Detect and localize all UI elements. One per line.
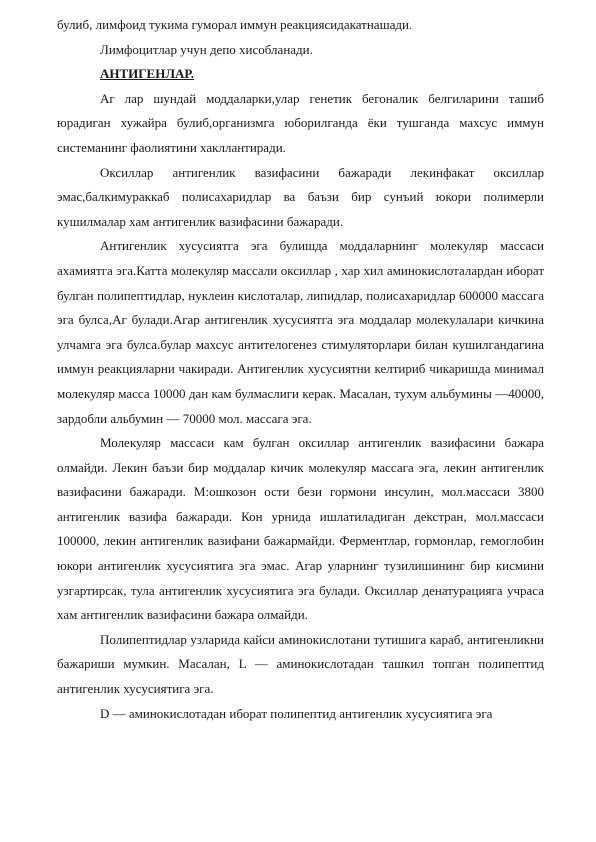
paragraph-antigen-definition: Аг лар шундай моддаларки,улар генетик бегоналик белгиларини ташиб юрадиган хужайра булиб,организмга юборилганда ёки тушганда махсус иммун системанинг фаолиятини хакллантиради. bbox=[57, 90, 544, 155]
paragraph-polypeptides: Полипептидлар узларида кайси аминокислотани тутишига караб, антигенликни бажариши мумкин. Масалан, L — аминокислотадан ташкил топган полипептид антигенлик хусусиятига эга. bbox=[57, 631, 544, 697]
paragraph-proteins: Оксиллар антигенлик вазифасини бажаради лекинфакат оксиллар эмас,балкимураккаб полисахаридлар ва баъзи бир сунъий юкори полимерли кушилмалар хам антигенлик вазифасини бажаради. bbox=[57, 164, 544, 229]
section-heading: АНТИГЕНЛАР. bbox=[100, 66, 194, 82]
paragraph-continuation: булиб, лимфоид тукима гуморал иммун реакциясидакатнашади. bbox=[57, 17, 413, 32]
document-body bbox=[57, 13, 544, 726]
paragraph-molecular-mass: Антигенлик хусусиятга эга булишда моддаларнинг молекуляр массаси ахамиятга эга.Катта молекуляр массали оксиллар , хар хил аминокислоталардан иборат булган полипептидлар, нуклеин кислоталар, липидлар, полисахаридлар 600000 массага эга булса,Аг булади.Агар антигенлик хусусиятга эга моддалар молекулалари кичкина улчамга эга булса.булар махсус антителогенез стимуляторлари билан кушилгандагина иммун реакцияларни чакиради. Антигенлик хусусиятни келтириб чикаришда минимал молекуляр масса 10000 дан кам булмаслиги керак. Масалан, тухум альбумины —40000, зардобли альбумин — 70000 мол. массага эга. bbox=[57, 238, 544, 426]
paragraph-lymphocyte-depot: Лимфоцитлар учун депо хисобланади. bbox=[100, 41, 313, 57]
paragraph-d-aminoacids: D — аминокислотадан иборат полипептид антигенлик хусусиятига эга bbox=[100, 705, 493, 721]
paragraph-low-mass-proteins: Молекуляр массаси кам булган оксиллар антигенлик вазифасини бажара олмайди. Лекин баъзи бир моддалар кичик молекуляр массага эга, лекин антигенлик вазифасини бажаради. М:ошкозон ости бези гормони инсулин, мол.массаси 3800 антигенлик вазифа бажаради. Кон урнида ишлатиладиган декстран, мол.массаси 100000, лекин антигенлик вазифани бажармайди. Ферментлар, гормонлар, гемоглобин юкори антигенлик хусусиятига эга эмас. Агар уларнинг тузилишининг бир кисмини узгартирсак, тула антигенлик хусусиятига эга булади. Оксиллар денатурацияга учраса хам антигенлик вазифасини бажара олмайди. bbox=[57, 435, 544, 623]
